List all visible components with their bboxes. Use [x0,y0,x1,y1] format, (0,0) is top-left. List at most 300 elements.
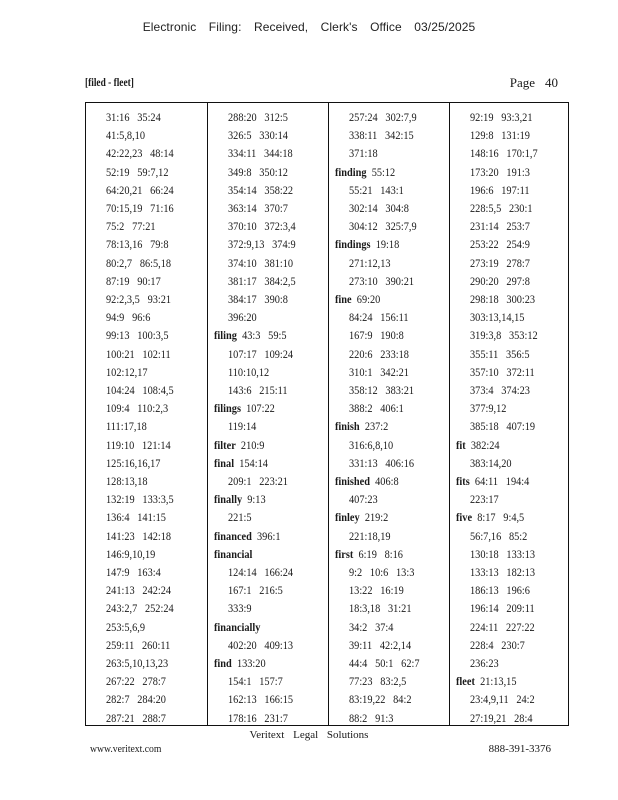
index-references: 231:14 253:7 [470,219,530,234]
index-term: filter [214,437,236,452]
index-references: 147:9 163:4 [106,565,161,579]
index-entry-line [349,308,409,326]
index-references: 228:5,5 230:1 [470,201,533,215]
index-entry-line [349,436,393,454]
index-entry-term-line [335,508,388,526]
index-references: 19:18 [375,237,400,252]
index-entry-line [228,363,269,381]
index-references: 119:14 [228,419,257,434]
index-entry-line [228,508,252,526]
index-references: 143:6 215:11 [228,383,288,397]
index-entry-term-line [214,654,266,672]
index-references: 109:4 110:2,3 [106,401,169,416]
index-references: 64:11 194:4 [474,474,530,488]
index-references: 267:22 278:7 [106,674,166,689]
index-references: 331:13 406:16 [349,455,415,470]
index-references: 107:22 [246,401,275,416]
index-references: 372:9,13 374:9 [228,237,296,252]
index-references: 357:10 372:11 [470,364,535,379]
index-entry-term-line [335,545,403,563]
index-entry-line [349,527,391,545]
index-references: 141:23 142:18 [106,528,172,543]
index-entry-line [106,581,171,599]
index-term: finding [335,164,367,179]
index-term: five [456,510,473,525]
index-references: 69:20 [356,292,381,306]
index-references: 42:22,23 48:14 [106,146,174,161]
index-entry-line [470,217,530,235]
index-references: 221:18,19 [349,528,391,543]
index-entry-line [349,672,406,690]
index-entry-line [106,363,148,381]
index-references: 92:19 93:3,21 [470,110,533,124]
index-references: 132:19 133:3,5 [106,492,174,507]
index-entry-line [349,181,404,199]
index-references: 77:23 83:2,5 [349,674,407,689]
index-references: 396:20 [228,310,257,325]
index-references: 128:13,18 [106,474,148,488]
index-term: finished [335,474,370,488]
index-references: 381:17 384:2,5 [228,273,296,288]
index-references: 326:5 330:14 [228,128,288,143]
index-entry-line [349,690,411,708]
index-entry-line [228,690,293,708]
index-column-2 [207,103,328,725]
index-term: fits [456,474,470,488]
index-entry-line [228,599,252,617]
index-entry-line [228,235,296,253]
index-entry-line [470,108,532,126]
index-entry-line [106,399,168,417]
index-references: 221:5 [228,510,252,525]
index-references: 243:2,7 252:24 [106,601,174,616]
index-references: 384:17 390:8 [228,292,288,306]
index-entry-line [106,527,171,545]
index-entry-line [470,618,535,636]
index-references: 80:2,7 86:5,18 [106,255,172,270]
index-references: 196:6 197:11 [470,182,530,197]
index-references: 377:9,12 [470,401,507,416]
index-entry-line [228,272,296,290]
index-references: 406:8 [375,474,399,488]
index-references: 382:24 [470,437,500,452]
index-entry-line [349,709,393,727]
index-references: 319:3,8 353:12 [470,328,538,343]
index-entry-line [470,490,499,508]
index-references: 374:10 381:10 [228,255,294,270]
index-entry-term-line [335,472,399,490]
index-entry-line [228,163,288,181]
index-entry-line [349,490,378,508]
index-references: 34:2 37:4 [349,619,394,634]
index-references: 223:17 [470,492,499,507]
index-entry-line [106,126,145,144]
index-references: 27:19,21 28:4 [470,710,533,725]
index-references: 220:6 233:18 [349,346,409,361]
index-entry-line [349,126,414,144]
index-references: 43:3 59:5 [242,328,287,343]
index-entry-line [470,345,530,363]
index-references: 55:21 143:1 [349,182,404,197]
index-references: 9:2 10:6 13:3 [349,565,415,579]
index-entry-term-line [335,290,380,308]
index-entry-line [349,272,414,290]
index-term: final [214,455,235,470]
index-range: [filed - fleet] [85,75,134,89]
index-references: 373:4 374:23 [470,383,530,397]
index-references: 371:18 [349,146,378,161]
index-references: 334:11 344:18 [228,146,293,161]
page-number-block [510,75,558,91]
index-references: 396:1 [257,528,281,543]
index-references: 84:24 156:11 [349,310,409,325]
index-references: 271:12,13 [349,255,391,270]
index-entry-line [470,636,525,654]
page-number: 40 [545,75,558,90]
index-references: 236:23 [470,656,499,670]
index-entry-line [470,272,530,290]
index-entry-line [470,363,535,381]
index-entry-line [106,508,166,526]
index-references: 94:9 96:6 [106,310,151,325]
index-references: 70:15,19 71:16 [106,201,174,215]
index-entry-term-line [335,417,388,435]
index-entry-line [228,181,293,199]
index-term: finley [335,510,360,525]
index-entry-line [349,599,411,617]
index-entry-line [349,399,404,417]
index-references: 304:12 325:7,9 [349,219,417,234]
index-references: 154:1 157:7 [228,674,283,689]
index-entry-line [470,290,535,308]
index-entry-line [470,709,532,727]
index-references: 173:20 191:3 [470,164,530,179]
index-references: 338:11 342:15 [349,128,414,143]
index-term: find [214,656,232,670]
index-references: 316:6,8,10 [349,437,394,452]
index-references: 31:16 35:24 [106,110,161,124]
index-entry-term-line [214,436,264,454]
index-references: 6:19 8:16 [358,546,403,561]
index-entry-line [106,417,147,435]
index-entry-line [106,563,161,581]
index-entry-term-line [456,472,529,490]
index-references: 210:9 [240,437,265,452]
index-references: 21:13,15 [480,674,517,689]
index-entry-line [106,163,168,181]
index-references: 355:11 356:5 [470,346,530,361]
index-entry-line [470,654,499,672]
index-references: 102:12,17 [106,364,148,379]
index-entry-line [349,618,393,636]
index-entry-line [470,163,530,181]
index-entry-line [106,654,168,672]
index-entry-line [228,345,293,363]
index-references: 99:13 100:3,5 [106,328,169,343]
index-entry-line [106,381,174,399]
index-references: 241:13 242:24 [106,583,172,598]
index-references: 196:14 209:11 [470,601,535,616]
index-references: 88:2 91:3 [349,710,394,725]
index-entry-term-line [456,508,524,526]
index-entry-line [106,254,171,272]
index-term: fit [456,437,466,452]
index-entry-line [470,126,530,144]
index-entry-line [470,399,506,417]
index-term: financially [214,619,261,634]
index-references: 219:2 [364,510,389,525]
index-term: filing [214,328,237,343]
index-references: 104:24 108:4,5 [106,383,174,397]
index-references: 75:2 77:21 [106,219,156,234]
index-entry-term-line [335,235,399,253]
index-entry-line [349,363,409,381]
index-term: filings [214,401,241,416]
index-entry-line [106,235,168,253]
index-entry-line [470,690,535,708]
index-references: 124:14 166:24 [228,565,294,579]
index-entry-term-line [214,490,266,508]
index-entry-line [228,108,288,126]
index-entry-line [228,126,288,144]
index-term: financial [214,546,253,561]
index-references: 237:2 [364,419,389,434]
index-references: 83:19,22 84:2 [349,692,412,707]
index-references: 78:13,16 79:8 [106,237,169,252]
page-label: Page [509,75,535,90]
index-entry-line [470,326,538,344]
index-references: 259:11 260:11 [106,637,171,652]
index-entry-line [106,144,174,162]
index-entry-line [106,490,174,508]
footer-website: www.veritext.com [90,743,162,755]
index-references: 407:23 [349,492,378,507]
index-entry-line [106,326,168,344]
index-entry-line [228,199,288,217]
index-term: findings [335,237,371,252]
index-entry-line [349,636,411,654]
footer-company: Veritext Legal Solutions [249,729,369,741]
index-references: 129:8 131:19 [470,128,530,143]
index-entry-line [106,690,166,708]
index-references: 298:18 300:23 [470,292,536,306]
index-entry-line [470,235,530,253]
index-references: 39:11 42:2,14 [349,637,412,652]
index-term: fleet [456,674,475,689]
index-entry-line [106,272,161,290]
index-references: 111:17,18 [106,419,147,434]
index-entry-line [470,527,527,545]
index-entry-line [349,581,404,599]
index-references: 358:12 383:21 [349,383,415,397]
index-references: 333:9 [228,601,252,616]
index-entry-line [470,199,532,217]
index-entry-line [349,254,391,272]
index-references: 13:22 16:19 [349,583,404,598]
index-entry-line [470,181,530,199]
index-references: 273:19 278:7 [470,255,530,270]
index-term: finally [214,492,243,507]
index-entry-line [228,672,283,690]
index-references: 100:21 102:11 [106,346,171,361]
index-references: 290:20 297:8 [470,273,530,288]
index-entry-line [228,636,293,654]
index-entry-line [349,454,414,472]
index-references: 55:12 [371,164,396,179]
index-references: 310:1 342:21 [349,364,409,379]
index-references: 154:14 [239,455,268,470]
index-entry-line [228,417,256,435]
index-entry-line [228,254,293,272]
index-entry-line [106,545,155,563]
index-references: 288:20 312:5 [228,110,288,124]
index-column-1 [86,103,207,725]
index-references: 146:9,10,19 [106,546,156,561]
index-references: 178:16 231:7 [228,710,288,725]
index-references: 52:19 59:7,12 [106,164,169,179]
index-entry-line [106,618,145,636]
index-references: 23:4,9,11 24:2 [470,692,535,707]
index-entry-line [349,108,417,126]
index-entry-line [228,217,296,235]
index-entry-line [349,345,409,363]
index-references: 385:18 407:19 [470,419,536,434]
index-references: 107:17 109:24 [228,346,294,361]
index-column-3 [328,103,449,725]
index-references: 402:20 409:13 [228,637,294,652]
index-references: 119:10 121:14 [106,437,171,452]
index-references: 92:2,3,5 93:21 [106,292,172,306]
index-references: 148:16 170:1,7 [470,146,538,161]
index-entry-line [106,599,174,617]
index-references: 167:9 190:8 [349,328,404,343]
index-references: 354:14 358:22 [228,182,294,197]
index-entry-line [470,563,535,581]
index-entry-line [470,144,538,162]
index-references: 18:3,18 31:21 [349,601,412,616]
index-references: 303:13,14,15 [470,310,525,325]
index-entry-line [349,326,404,344]
index-entry-line [106,199,174,217]
index-references: 9:13 [247,492,266,507]
index-entry-line [349,563,414,581]
index-entry-line [228,563,293,581]
index-entry-line [470,581,530,599]
index-references: 87:19 90:17 [106,273,161,288]
index-entry-line [349,217,417,235]
index-references: 162:13 166:15 [228,692,294,707]
index-entry-line [106,472,148,490]
index-entry-line [106,108,161,126]
index-entry-line [470,308,524,326]
index-entry-line [106,345,171,363]
index-references: 257:24 302:7,9 [349,110,417,124]
index-entry-line [106,308,150,326]
index-references: 130:18 133:13 [470,546,536,561]
index-references: 125:16,16,17 [106,455,161,470]
index-entry-line [106,217,156,235]
index-column-4 [449,103,570,725]
index-entry-line [470,454,512,472]
index-references: 263:5,10,13,23 [106,656,169,670]
index-entry-term-line [214,399,275,417]
index-references: 224:11 227:22 [470,619,535,634]
index-entry-line [470,381,530,399]
index-entry-line [106,436,171,454]
index-entry-term-line [214,326,287,344]
index-references: 41:5,8,10 [106,128,145,143]
index-references: 133:13 182:13 [470,565,536,579]
filing-banner: Electronic Filing: Received, Clerk's Office 03/25/2025 [142,20,476,34]
footer-phone: 888-391-3376 [488,743,551,755]
index-entry-term-line [214,618,266,636]
index-references: 64:20,21 66:24 [106,182,174,197]
index-entry-term-line [456,672,516,690]
index-references: 287:21 288:7 [106,710,166,725]
word-index-table [85,102,569,726]
index-references: 8:17 9:4,5 [477,510,525,525]
index-entry-line [106,709,166,727]
index-entry-line [106,636,170,654]
index-entry-term-line [456,436,500,454]
index-term: first [335,546,354,561]
index-entry-line [228,472,288,490]
index-entry-line [349,199,409,217]
index-entry-line [106,181,174,199]
index-references: 209:1 223:21 [228,474,288,488]
index-references: 253:22 254:9 [470,237,530,252]
index-entry-line [349,654,420,672]
index-entry-line [228,381,288,399]
index-references: 302:14 304:8 [349,201,409,215]
index-entry-term-line [335,163,395,181]
index-entry-line [106,454,160,472]
index-entry-line [470,545,535,563]
index-references: 388:2 406:1 [349,401,404,416]
index-references: 110:10,12 [228,364,270,379]
index-term: financed [214,528,252,543]
index-entry-line [228,144,293,162]
index-references: 56:7,16 85:2 [470,528,528,543]
index-entry-line [349,381,414,399]
index-references: 273:10 390:21 [349,273,415,288]
index-entry-line [228,709,288,727]
index-references: 370:10 372:3,4 [228,219,296,234]
index-term: fine [335,292,352,306]
index-entry-line [470,599,535,617]
index-term: finish [335,419,360,434]
index-entry-line [228,290,288,308]
index-references: 136:4 141:15 [106,510,166,525]
index-entry-term-line [214,545,258,563]
index-entry-line [106,672,166,690]
index-entry-line [349,144,378,162]
index-references: 186:13 196:6 [470,583,530,598]
index-entry-term-line [214,454,268,472]
index-references: 383:14,20 [470,455,512,470]
index-references: 228:4 230:7 [470,637,525,652]
index-references: 349:8 350:12 [228,164,288,179]
index-references: 44:4 50:1 62:7 [349,656,420,670]
index-entry-term-line [214,527,281,545]
index-references: 282:7 284:20 [106,692,166,707]
index-entry-line [470,254,530,272]
index-references: 133:20 [236,656,266,670]
index-entry-line [228,581,283,599]
index-references: 253:5,6,9 [106,619,145,634]
index-entry-line [106,290,171,308]
index-entry-line [470,417,535,435]
